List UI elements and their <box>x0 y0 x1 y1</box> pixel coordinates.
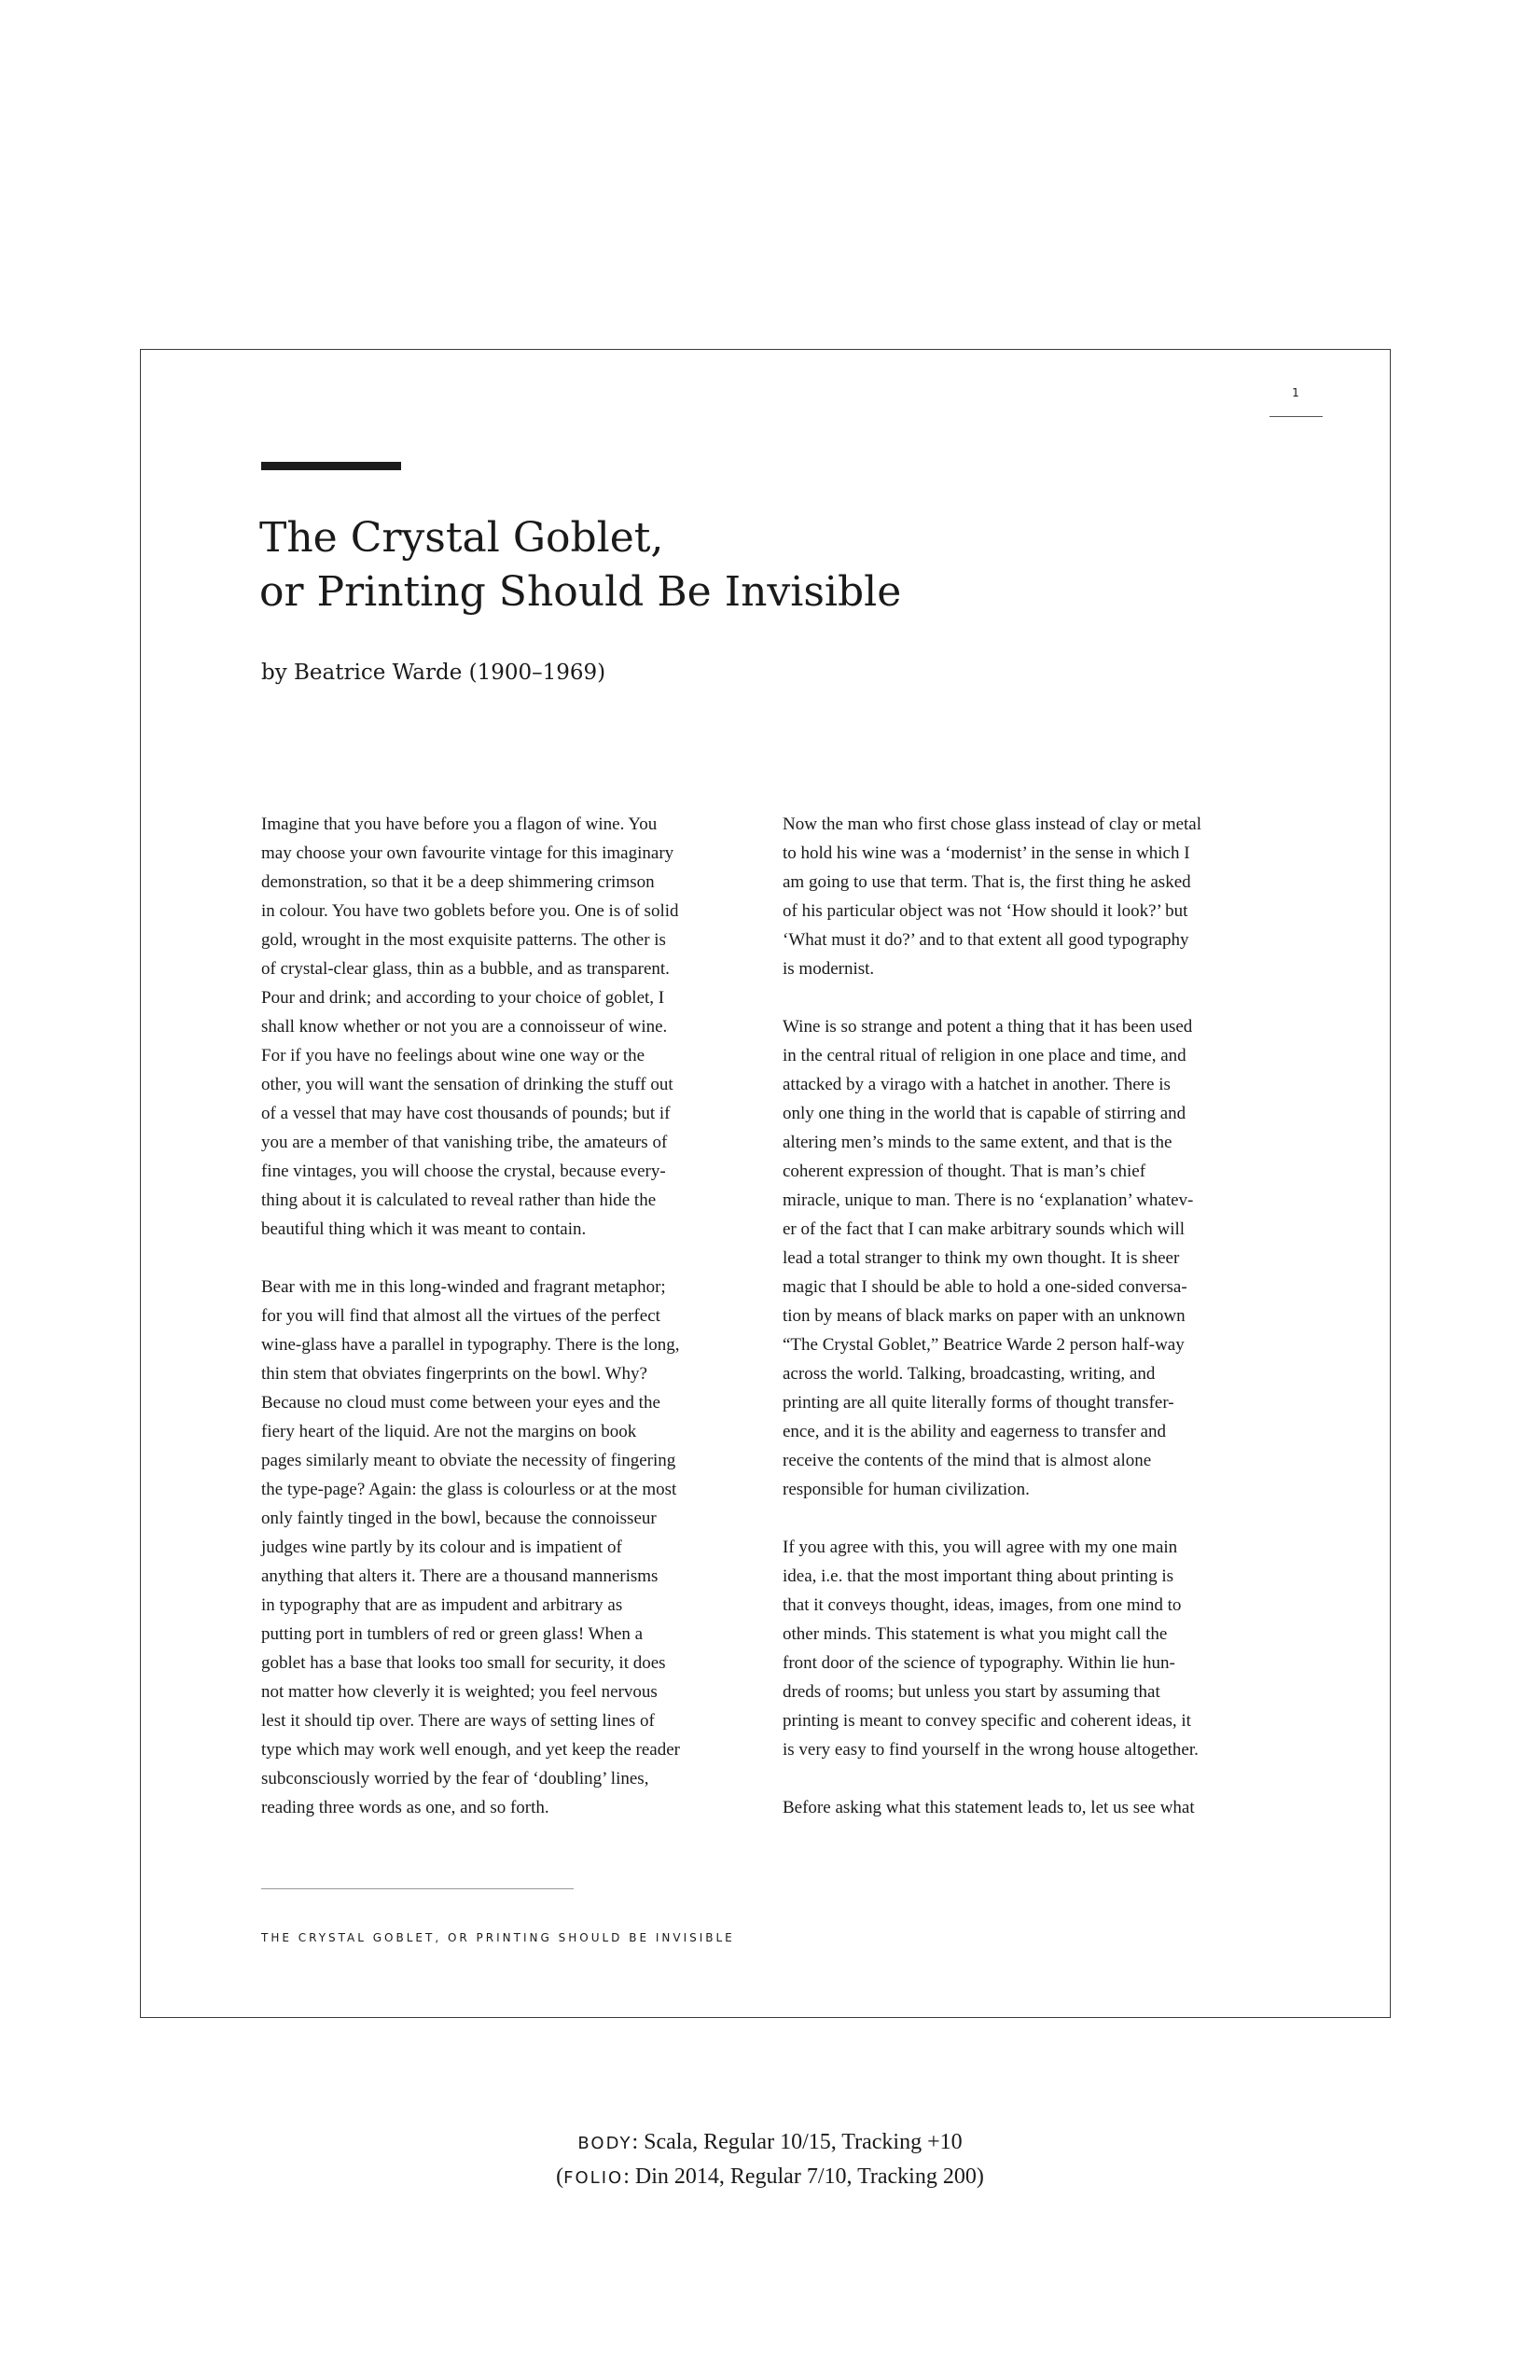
title-accent-bar <box>261 462 401 470</box>
text-line: printing is meant to convey specific and coherent ideas, it <box>783 1711 1191 1731</box>
text-line: ‘What must it do?’ and to that extent all good typography <box>783 930 1189 950</box>
text-line: gold, wrought in the most exquisite patterns. The other is <box>261 930 666 950</box>
text-line: shall know whether or not you are a connoisseur of wine. <box>261 1017 668 1037</box>
article-title <box>259 511 1099 619</box>
text-line: dreds of rooms; but unless you start by assuming that <box>783 1682 1160 1702</box>
paragraph <box>261 810 765 1244</box>
text-line: only faintly tinged in the bowl, because the connoisseur <box>261 1509 657 1528</box>
paragraph <box>783 1012 1286 1504</box>
text-line: miracle, unique to man. There is no ‘explanation’ whatev- <box>783 1190 1194 1210</box>
text-line: judges wine partly by its colour and is impatient of <box>261 1538 622 1557</box>
text-line: in typography that are as impudent and arbitrary as <box>261 1595 623 1615</box>
text-line: lead a total stranger to think my own thought. It is sheer <box>783 1248 1180 1268</box>
running-footer: THE CRYSTAL GOBLET, OR PRINTING SHOULD BE INVISIBLE <box>261 1931 735 1944</box>
text-line: Because no cloud must come between your eyes and the <box>261 1393 660 1413</box>
text-line: other minds. This statement is what you might call the <box>783 1624 1168 1644</box>
text-line: across the world. Talking, broadcasting, writing, and <box>783 1364 1156 1384</box>
text-line: you are a member of that vanishing tribe, the amateurs of <box>261 1133 668 1152</box>
text-line: only one thing in the world that is capable of stirring and <box>783 1104 1186 1123</box>
text-line: Pour and drink; and according to your choice of goblet, I <box>261 988 665 1008</box>
footer-rule <box>261 1888 574 1889</box>
text-line: is modernist. <box>783 959 875 979</box>
text-line: in colour. You have two goblets before you. One is of solid <box>261 901 679 921</box>
text-line: lest it should tip over. There are ways of setting lines of <box>261 1711 655 1731</box>
text-line: coherent expression of thought. That is man’s chief <box>783 1162 1146 1181</box>
text-line: that it conveys thought, ideas, images, from one mind to <box>783 1595 1182 1615</box>
text-line: subconsciously worried by the fear of ‘doubling’ lines, <box>261 1769 649 1788</box>
text-line: front door of the science of typography. Within lie hun- <box>783 1653 1175 1673</box>
text-line: pages similarly meant to obviate the necessity of fingering <box>261 1451 676 1470</box>
text-line: tion by means of black marks on paper with an unknown <box>783 1306 1186 1326</box>
body-spec-label: BODY <box>577 2134 632 2153</box>
folio-rule <box>1269 416 1323 417</box>
byline: by Beatrice Warde (1900–1969) <box>261 661 606 685</box>
paragraph <box>783 1793 1286 1822</box>
text-line: type which may work well enough, and yet keep the reader <box>261 1740 680 1760</box>
text-line: If you agree with this, you will agree with my one main <box>783 1538 1178 1557</box>
text-line: of a vessel that may have cost thousands of pounds; but if <box>261 1104 671 1123</box>
folio-spec-open: ( <box>556 2164 564 2189</box>
text-line: the type-page? Again: the glass is colourless or at the most <box>261 1480 677 1499</box>
text-line: thin stem that obviates fingerprints on the bowl. Why? <box>261 1364 647 1384</box>
text-line: in the central ritual of religion in one place and time, and <box>783 1046 1186 1065</box>
folio-spec-line <box>0 2164 1540 2190</box>
text-line: printing are all quite literally forms of thought transfer- <box>783 1393 1174 1413</box>
text-line: not matter how cleverly it is weighted; you feel nervous <box>261 1682 658 1702</box>
text-line: reading three words as one, and so forth. <box>261 1798 549 1817</box>
text-line: attacked by a virago with a hatchet in another. There is <box>783 1075 1171 1094</box>
text-line: fine vintages, you will choose the crystal, because every- <box>261 1162 666 1181</box>
text-line: Before asking what this statement leads to, let us see what <box>783 1798 1195 1817</box>
text-line: for you will find that almost all the virtues of the perfect <box>261 1306 660 1326</box>
text-line: is very easy to find yourself in the wrong house altogether. <box>783 1740 1199 1760</box>
text-line: of crystal-clear glass, thin as a bubble, and as transparent. <box>261 959 670 979</box>
folio-spec-label: FOLIO <box>563 2168 624 2188</box>
title-line-1: The Crystal Goblet, <box>259 514 664 562</box>
right-text-column <box>783 810 1286 1851</box>
text-line: responsible for human civilization. <box>783 1480 1030 1499</box>
text-line: anything that alters it. There are a thousand mannerisms <box>261 1566 659 1586</box>
text-line: to hold his wine was a ‘modernist’ in the sense in which I <box>783 843 1190 863</box>
text-line: other, you will want the sensation of drinking the stuff out <box>261 1075 673 1094</box>
text-line: For if you have no feelings about wine one way or the <box>261 1046 645 1065</box>
body-spec-line <box>0 2130 1540 2155</box>
text-line: demonstration, so that it be a deep shimmering crimson <box>261 872 655 892</box>
text-line: may choose your own favourite vintage for this imaginary <box>261 843 674 863</box>
text-line: of his particular object was not ‘How should it look?’ but <box>783 901 1188 921</box>
folio-spec-value: : Din 2014, Regular 7/10, Tracking 200) <box>623 2164 984 2189</box>
text-line: Imagine that you have before you a flagon of wine. You <box>261 814 658 834</box>
text-line: receive the contents of the mind that is almost alone <box>783 1451 1152 1470</box>
title-line-2: or Printing Should Be Invisible <box>259 568 902 616</box>
text-line: Now the man who first chose glass instead of clay or metal <box>783 814 1202 834</box>
text-line: altering men’s minds to the same extent, and that is the <box>783 1133 1172 1152</box>
paragraph <box>783 1533 1286 1764</box>
text-line: “The Crystal Goblet,” Beatrice Warde 2 person half-way <box>783 1335 1185 1355</box>
text-line: er of the fact that I can make arbitrary sounds which will <box>783 1219 1186 1239</box>
text-line: beautiful thing which it was meant to contain. <box>261 1219 587 1239</box>
text-line: thing about it is calculated to reveal rather than hide the <box>261 1190 657 1210</box>
text-line: magic that I should be able to hold a one-sided conversa- <box>783 1277 1187 1297</box>
text-line: idea, i.e. that the most important thing about printing is <box>783 1566 1173 1586</box>
body-spec-value: : Scala, Regular 10/15, Tracking +10 <box>631 2130 963 2154</box>
text-line: wine-glass have a parallel in typography. There is the long, <box>261 1335 680 1355</box>
text-line: fiery heart of the liquid. Are not the margins on book <box>261 1422 637 1441</box>
text-line: ence, and it is the ability and eagerness to transfer and <box>783 1422 1166 1441</box>
page-number: 1 <box>1292 386 1299 399</box>
paragraph <box>261 1273 765 1822</box>
text-line: Wine is so strange and potent a thing that it has been used <box>783 1017 1193 1037</box>
left-text-column <box>261 810 765 1851</box>
text-line: putting port in tumblers of red or green glass! When a <box>261 1624 644 1644</box>
text-line: Bear with me in this long-winded and fragrant metaphor; <box>261 1277 666 1297</box>
text-line: am going to use that term. That is, the first thing he asked <box>783 872 1191 892</box>
paragraph <box>783 810 1286 983</box>
text-line: goblet has a base that looks too small for security, it does <box>261 1653 666 1673</box>
